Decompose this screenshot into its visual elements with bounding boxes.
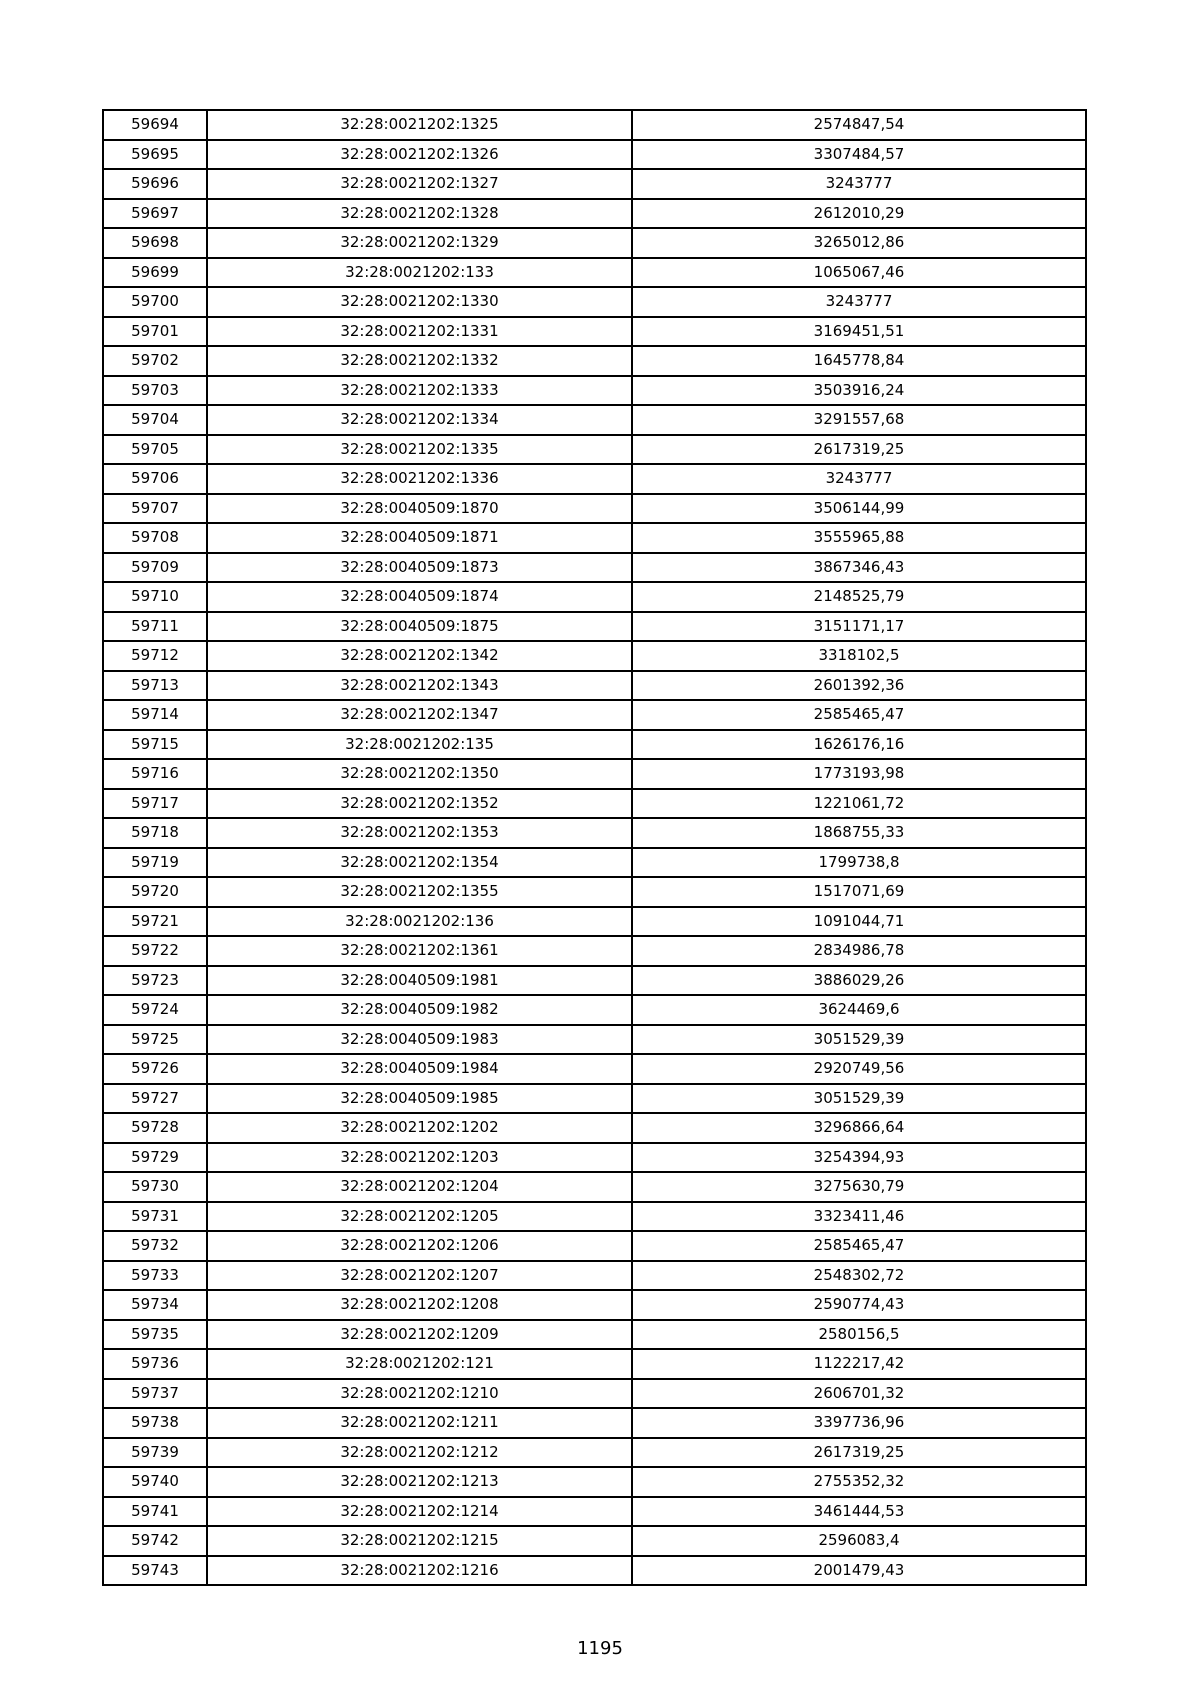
- table-row: [103, 1231, 1086, 1261]
- cadastral-value-cell: 2585465,47: [632, 1231, 1086, 1261]
- cadastral-value-cell: 3555965,88: [632, 523, 1086, 553]
- cadastral-number-cell: 32:28:0040509:1984: [207, 1054, 632, 1084]
- row-number-cell: 59720: [103, 877, 207, 907]
- cadastral-value-cell: 3506144,99: [632, 494, 1086, 524]
- cadastral-value-cell: 3624469,6: [632, 995, 1086, 1025]
- cadastral-number-cell: 32:28:0040509:1981: [207, 966, 632, 996]
- cadastral-number-cell: 32:28:0040509:1875: [207, 612, 632, 642]
- row-number-cell: 59740: [103, 1467, 207, 1497]
- cadastral-value-cell: 1221061,72: [632, 789, 1086, 819]
- row-number-cell: 59707: [103, 494, 207, 524]
- cadastral-value-cell: 2596083,4: [632, 1526, 1086, 1556]
- table-row: [103, 1084, 1086, 1114]
- table-row: [103, 1556, 1086, 1586]
- cadastral-value-cell: 3867346,43: [632, 553, 1086, 583]
- cadastral-number-cell: 32:28:0021202:121: [207, 1349, 632, 1379]
- cadastral-value-cell: 3051529,39: [632, 1084, 1086, 1114]
- row-number-cell: 59697: [103, 199, 207, 229]
- cadastral-number-cell: 32:28:0021202:1332: [207, 346, 632, 376]
- cadastral-number-cell: 32:28:0021202:1336: [207, 464, 632, 494]
- cadastral-number-cell: 32:28:0021202:1210: [207, 1379, 632, 1409]
- table-row: [103, 966, 1086, 996]
- row-number-cell: 59724: [103, 995, 207, 1025]
- row-number-cell: 59715: [103, 730, 207, 760]
- table-row: [103, 199, 1086, 229]
- table-row: [103, 759, 1086, 789]
- cadastral-value-cell: 1799738,8: [632, 848, 1086, 878]
- table-row: [103, 169, 1086, 199]
- cadastral-number-cell: 32:28:0021202:1331: [207, 317, 632, 347]
- cadastral-value-cell: 2580156,5: [632, 1320, 1086, 1350]
- row-number-cell: 59722: [103, 936, 207, 966]
- cadastral-number-cell: 32:28:0021202:1347: [207, 700, 632, 730]
- cadastral-value-cell: 2001479,43: [632, 1556, 1086, 1586]
- table-row: [103, 317, 1086, 347]
- row-number-cell: 59716: [103, 759, 207, 789]
- cadastral-number-cell: 32:28:0040509:1871: [207, 523, 632, 553]
- row-number-cell: 59731: [103, 1202, 207, 1232]
- table-row: [103, 582, 1086, 612]
- table-row: [103, 1320, 1086, 1350]
- row-number-cell: 59732: [103, 1231, 207, 1261]
- cadastral-number-cell: 32:28:0021202:1325: [207, 110, 632, 140]
- row-number-cell: 59714: [103, 700, 207, 730]
- cadastral-number-cell: 32:28:0040509:1873: [207, 553, 632, 583]
- cadastral-number-cell: 32:28:0021202:1327: [207, 169, 632, 199]
- cadastral-number-cell: 32:28:0021202:133: [207, 258, 632, 288]
- row-number-cell: 59704: [103, 405, 207, 435]
- table-row: [103, 907, 1086, 937]
- row-number-cell: 59729: [103, 1143, 207, 1173]
- table-row: [103, 110, 1086, 140]
- table-row: [103, 1143, 1086, 1173]
- row-number-cell: 59712: [103, 641, 207, 671]
- cadastral-number-cell: 32:28:0021202:1206: [207, 1231, 632, 1261]
- cadastral-value-cell: 3254394,93: [632, 1143, 1086, 1173]
- cadastral-number-cell: 32:28:0021202:1205: [207, 1202, 632, 1232]
- cadastral-value-cell: 3243777: [632, 464, 1086, 494]
- table-row: [103, 228, 1086, 258]
- table-row: [103, 700, 1086, 730]
- cadastral-number-cell: 32:28:0021202:1343: [207, 671, 632, 701]
- row-number-cell: 59735: [103, 1320, 207, 1350]
- table-row: [103, 936, 1086, 966]
- cadastral-number-cell: 32:28:0021202:1204: [207, 1172, 632, 1202]
- cadastral-value-cell: 1626176,16: [632, 730, 1086, 760]
- cadastral-value-cell: 2606701,32: [632, 1379, 1086, 1409]
- cadastral-number-cell: 32:28:0021202:1353: [207, 818, 632, 848]
- table-row: [103, 1054, 1086, 1084]
- cadastral-value-cell: 3275630,79: [632, 1172, 1086, 1202]
- cadastral-number-cell: 32:28:0021202:1207: [207, 1261, 632, 1291]
- table-row: [103, 1497, 1086, 1527]
- table-row: [103, 1290, 1086, 1320]
- row-number-cell: 59709: [103, 553, 207, 583]
- table-row: [103, 671, 1086, 701]
- row-number-cell: 59710: [103, 582, 207, 612]
- cadastral-number-cell: 32:28:0021202:1203: [207, 1143, 632, 1173]
- cadastral-value-cell: 3243777: [632, 287, 1086, 317]
- row-number-cell: 59702: [103, 346, 207, 376]
- cadastral-number-cell: 32:28:0021202:1329: [207, 228, 632, 258]
- table-row: [103, 1025, 1086, 1055]
- cadastral-value-cell: 3323411,46: [632, 1202, 1086, 1232]
- cadastral-value-cell: 2834986,78: [632, 936, 1086, 966]
- table-row: [103, 641, 1086, 671]
- cadastral-value-cell: 2601392,36: [632, 671, 1086, 701]
- table-row: [103, 1438, 1086, 1468]
- cadastral-number-cell: 32:28:0021202:1335: [207, 435, 632, 465]
- row-number-cell: 59728: [103, 1113, 207, 1143]
- table-row: [103, 140, 1086, 170]
- row-number-cell: 59730: [103, 1172, 207, 1202]
- cadastral-number-cell: 32:28:0021202:1214: [207, 1497, 632, 1527]
- table-row: [103, 405, 1086, 435]
- row-number-cell: 59711: [103, 612, 207, 642]
- cadastral-value-cell: 3243777: [632, 169, 1086, 199]
- cadastral-value-cell: 2548302,72: [632, 1261, 1086, 1291]
- cadastral-value-cell: 2920749,56: [632, 1054, 1086, 1084]
- cadastral-value-cell: 3307484,57: [632, 140, 1086, 170]
- cadastral-number-cell: 32:28:0040509:1983: [207, 1025, 632, 1055]
- cadastral-number-cell: 32:28:0040509:1985: [207, 1084, 632, 1114]
- row-number-cell: 59741: [103, 1497, 207, 1527]
- table-row: [103, 523, 1086, 553]
- row-number-cell: 59696: [103, 169, 207, 199]
- cadastral-number-cell: 32:28:0021202:1361: [207, 936, 632, 966]
- cadastral-value-cell: 1773193,98: [632, 759, 1086, 789]
- cadastral-value-cell: 3296866,64: [632, 1113, 1086, 1143]
- cadastral-value-cell: 3291557,68: [632, 405, 1086, 435]
- table-row: [103, 612, 1086, 642]
- row-number-cell: 59742: [103, 1526, 207, 1556]
- cadastral-value-cell: 2617319,25: [632, 1438, 1086, 1468]
- table-row: [103, 1467, 1086, 1497]
- cadastral-value-cell: 1868755,33: [632, 818, 1086, 848]
- cadastral-number-cell: 32:28:0021202:1209: [207, 1320, 632, 1350]
- row-number-cell: 59694: [103, 110, 207, 140]
- cadastral-value-cell: 3503916,24: [632, 376, 1086, 406]
- cadastral-number-cell: 32:28:0021202:1350: [207, 759, 632, 789]
- table-row: [103, 818, 1086, 848]
- row-number-cell: 59721: [103, 907, 207, 937]
- table-row: [103, 789, 1086, 819]
- table-row: [103, 1261, 1086, 1291]
- cadastral-number-cell: 32:28:0021202:1334: [207, 405, 632, 435]
- cadastral-value-cell: 2574847,54: [632, 110, 1086, 140]
- table-row: [103, 435, 1086, 465]
- cadastral-number-cell: 32:28:0021202:1211: [207, 1408, 632, 1438]
- row-number-cell: 59733: [103, 1261, 207, 1291]
- table-row: [103, 346, 1086, 376]
- row-number-cell: 59719: [103, 848, 207, 878]
- row-number-cell: 59701: [103, 317, 207, 347]
- cadastral-value-cell: 1122217,42: [632, 1349, 1086, 1379]
- row-number-cell: 59695: [103, 140, 207, 170]
- row-number-cell: 59698: [103, 228, 207, 258]
- row-number-cell: 59738: [103, 1408, 207, 1438]
- cadastral-value-cell: 3169451,51: [632, 317, 1086, 347]
- row-number-cell: 59705: [103, 435, 207, 465]
- row-number-cell: 59723: [103, 966, 207, 996]
- row-number-cell: 59743: [103, 1556, 207, 1586]
- cadastral-number-cell: 32:28:0021202:136: [207, 907, 632, 937]
- row-number-cell: 59734: [103, 1290, 207, 1320]
- cadastral-number-cell: 32:28:0021202:1213: [207, 1467, 632, 1497]
- table-row: [103, 287, 1086, 317]
- table-row: [103, 553, 1086, 583]
- cadastral-value-cell: 3461444,53: [632, 1497, 1086, 1527]
- cadastral-number-cell: 32:28:0040509:1982: [207, 995, 632, 1025]
- table-row: [103, 494, 1086, 524]
- cadastral-number-cell: 32:28:0021202:1355: [207, 877, 632, 907]
- cadastral-number-cell: 32:28:0021202:1215: [207, 1526, 632, 1556]
- cadastral-number-cell: 32:28:0021202:1352: [207, 789, 632, 819]
- cadastral-number-cell: 32:28:0021202:1354: [207, 848, 632, 878]
- row-number-cell: 59706: [103, 464, 207, 494]
- cadastral-number-cell: 32:28:0021202:1328: [207, 199, 632, 229]
- cadastral-number-cell: 32:28:0021202:135: [207, 730, 632, 760]
- table-row: [103, 376, 1086, 406]
- table-row: [103, 995, 1086, 1025]
- cadastral-number-cell: 32:28:0021202:1333: [207, 376, 632, 406]
- cadastral-value-cell: 3051529,39: [632, 1025, 1086, 1055]
- cadastral-number-cell: 32:28:0021202:1216: [207, 1556, 632, 1586]
- cadastral-value-cell: 2148525,79: [632, 582, 1086, 612]
- cadastral-value-cell: 3397736,96: [632, 1408, 1086, 1438]
- row-number-cell: 59700: [103, 287, 207, 317]
- row-number-cell: 59703: [103, 376, 207, 406]
- cadastral-value-cell: 3318102,5: [632, 641, 1086, 671]
- cadastral-number-cell: 32:28:0040509:1874: [207, 582, 632, 612]
- cadastral-value-cell: 2585465,47: [632, 700, 1086, 730]
- cadastral-value-cell: 3265012,86: [632, 228, 1086, 258]
- cadastral-value-cell: 2617319,25: [632, 435, 1086, 465]
- cadastral-number-cell: 32:28:0021202:1208: [207, 1290, 632, 1320]
- table-row: [103, 258, 1086, 288]
- row-number-cell: 59713: [103, 671, 207, 701]
- cadastral-value-cell: 2755352,32: [632, 1467, 1086, 1497]
- cadastral-value-cell: 1645778,84: [632, 346, 1086, 376]
- cadastral-value-cell: 3151171,17: [632, 612, 1086, 642]
- table-row: [103, 1526, 1086, 1556]
- cadastral-number-cell: 32:28:0021202:1330: [207, 287, 632, 317]
- cadastral-value-cell: 1065067,46: [632, 258, 1086, 288]
- table-row: [103, 877, 1086, 907]
- row-number-cell: 59726: [103, 1054, 207, 1084]
- cadastral-value-table: [102, 109, 1087, 1586]
- row-number-cell: 59699: [103, 258, 207, 288]
- cadastral-number-cell: 32:28:0021202:1202: [207, 1113, 632, 1143]
- cadastral-number-cell: 32:28:0021202:1326: [207, 140, 632, 170]
- table-row: [103, 1202, 1086, 1232]
- page-number: 1195: [577, 1638, 623, 1659]
- cadastral-number-cell: 32:28:0021202:1342: [207, 641, 632, 671]
- row-number-cell: 59736: [103, 1349, 207, 1379]
- table-row: [103, 1408, 1086, 1438]
- table-row: [103, 730, 1086, 760]
- row-number-cell: 59708: [103, 523, 207, 553]
- table-row: [103, 1379, 1086, 1409]
- cadastral-value-cell: 1517071,69: [632, 877, 1086, 907]
- cadastral-value-cell: 2612010,29: [632, 199, 1086, 229]
- table-body: [103, 110, 1086, 1585]
- row-number-cell: 59727: [103, 1084, 207, 1114]
- cadastral-number-cell: 32:28:0040509:1870: [207, 494, 632, 524]
- table-row: [103, 848, 1086, 878]
- table-row: [103, 1172, 1086, 1202]
- table-row: [103, 1113, 1086, 1143]
- row-number-cell: 59737: [103, 1379, 207, 1409]
- cadastral-value-cell: 3886029,26: [632, 966, 1086, 996]
- cadastral-value-cell: 1091044,71: [632, 907, 1086, 937]
- cadastral-number-cell: 32:28:0021202:1212: [207, 1438, 632, 1468]
- row-number-cell: 59717: [103, 789, 207, 819]
- row-number-cell: 59725: [103, 1025, 207, 1055]
- table-row: [103, 464, 1086, 494]
- cadastral-value-cell: 2590774,43: [632, 1290, 1086, 1320]
- row-number-cell: 59739: [103, 1438, 207, 1468]
- table-row: [103, 1349, 1086, 1379]
- row-number-cell: 59718: [103, 818, 207, 848]
